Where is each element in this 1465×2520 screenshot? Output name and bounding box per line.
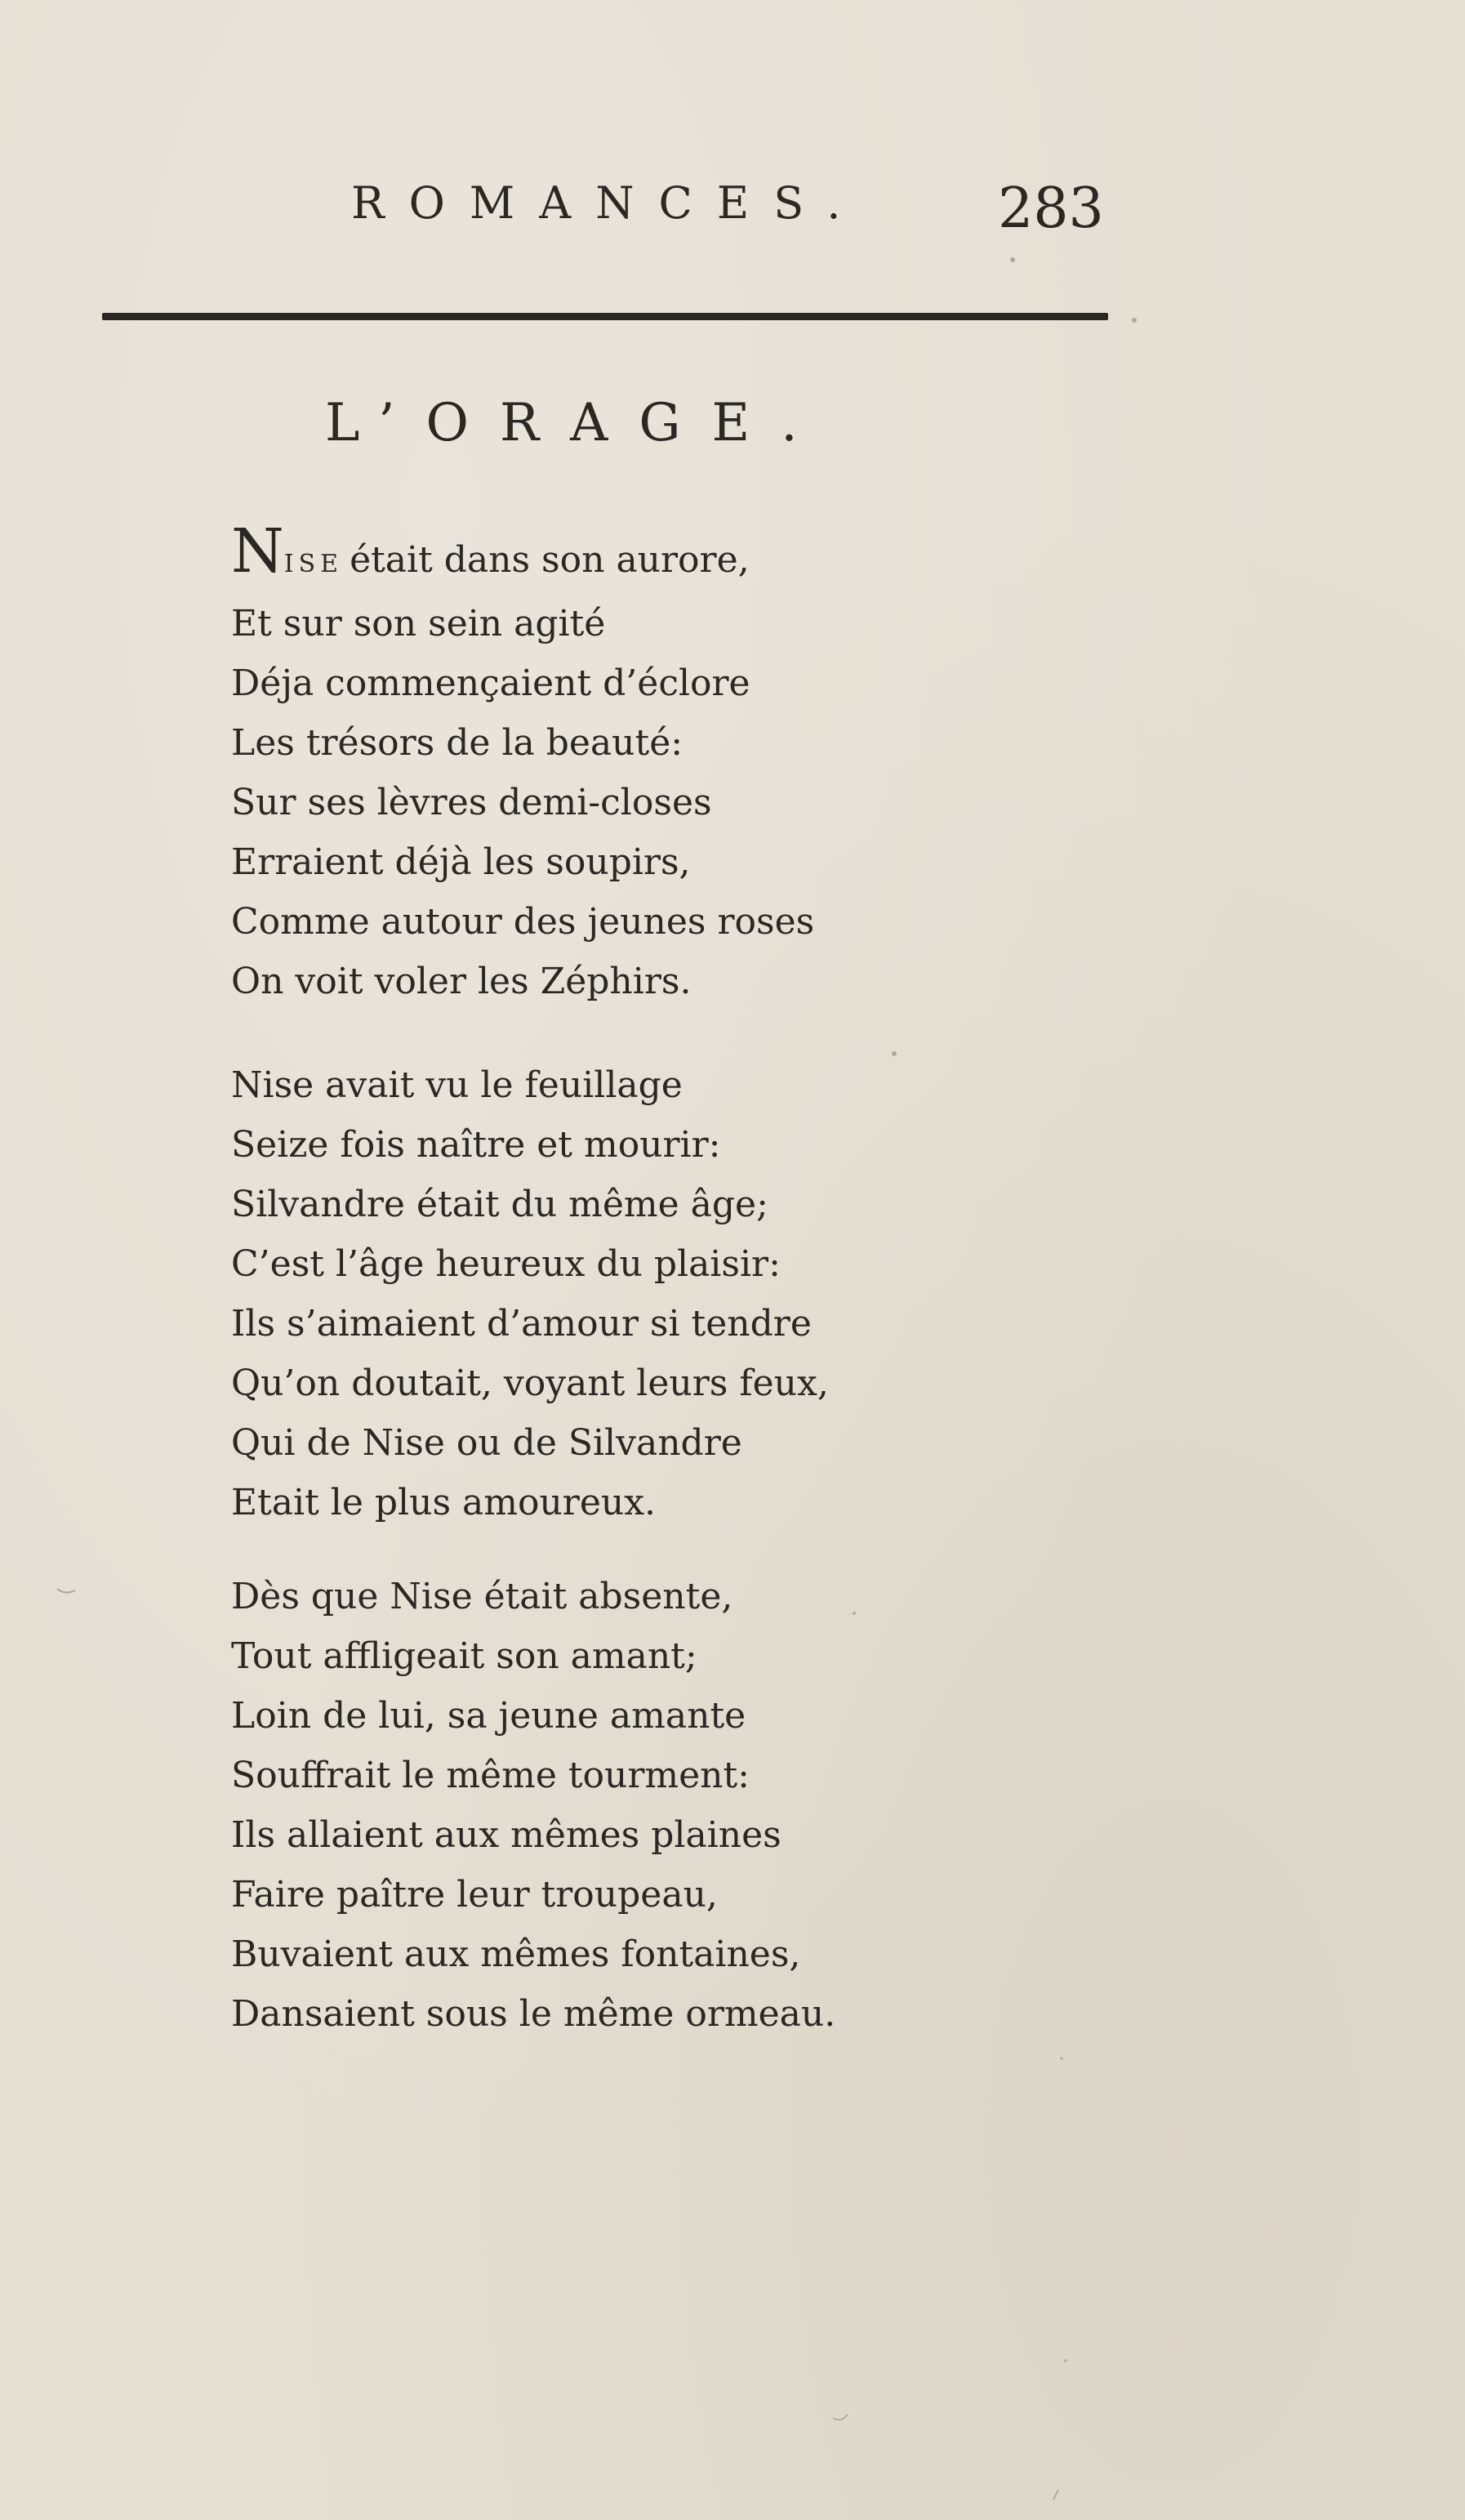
verse-line: C’est l’âge heureux du plaisir: bbox=[231, 1243, 781, 1285]
verse-line: Etait le plus amoureux. bbox=[231, 1482, 657, 1523]
verse-line: Seize fois naître et mourir: bbox=[231, 1124, 721, 1166]
verse-line: Comme autour des jeunes roses bbox=[231, 901, 815, 943]
verse-line: Souffrait le même tourment: bbox=[231, 1755, 750, 1796]
stanza-1-line-1 bbox=[231, 516, 814, 594]
page-number: 283 bbox=[998, 176, 1104, 241]
poem-title: L’ORAGE. bbox=[325, 393, 829, 453]
running-title: ROMANCES. bbox=[351, 177, 866, 229]
stanza-1 bbox=[231, 516, 815, 1011]
verse-line: Tout affligeait son amant; bbox=[231, 1635, 697, 1677]
verse-line: Et sur son sein agité bbox=[231, 603, 606, 644]
first-line-rest: était dans son aurore, bbox=[350, 539, 750, 581]
verse-line: Faire paître leur troupeau, bbox=[231, 1874, 718, 1916]
verse-line: On voit voler les Zéphirs. bbox=[231, 961, 692, 1002]
verse-line: Erraient déjà les soupirs, bbox=[231, 841, 691, 883]
verse-line: Nise avait vu le feuillage bbox=[231, 1064, 683, 1106]
verse-line: Dansaient sous le même ormeau. bbox=[231, 1993, 836, 2035]
verse-line: Déja commençaient d’éclore bbox=[231, 662, 750, 704]
verse-line: Les trésors de la beauté: bbox=[231, 722, 684, 764]
drop-cap: N bbox=[231, 516, 284, 587]
verse-line: Ils s’aimaient d’amour si tendre bbox=[231, 1303, 812, 1345]
verse-line: Sur ses lèvres demi-closes bbox=[231, 782, 712, 823]
verse-line: Silvandre était du même âge; bbox=[231, 1184, 768, 1225]
verse-line: Qu’on doutait, voyant leurs feux, bbox=[231, 1363, 829, 1404]
stanza-2 bbox=[231, 1055, 829, 1532]
header-rule bbox=[102, 313, 1108, 320]
verse-line: Dès que Nise était absente, bbox=[231, 1576, 733, 1617]
first-word-rest: ISE bbox=[283, 550, 344, 578]
verse-line: Ils allaient aux mêmes plaines bbox=[231, 1814, 781, 1856]
verse-line: Qui de Nise ou de Silvandre bbox=[231, 1422, 742, 1464]
verse-line: Loin de lui, sa jeune amante bbox=[231, 1695, 746, 1737]
stanza-3 bbox=[231, 1567, 835, 2044]
verse-line: Buvaient aux mêmes fontaines, bbox=[231, 1933, 801, 1975]
